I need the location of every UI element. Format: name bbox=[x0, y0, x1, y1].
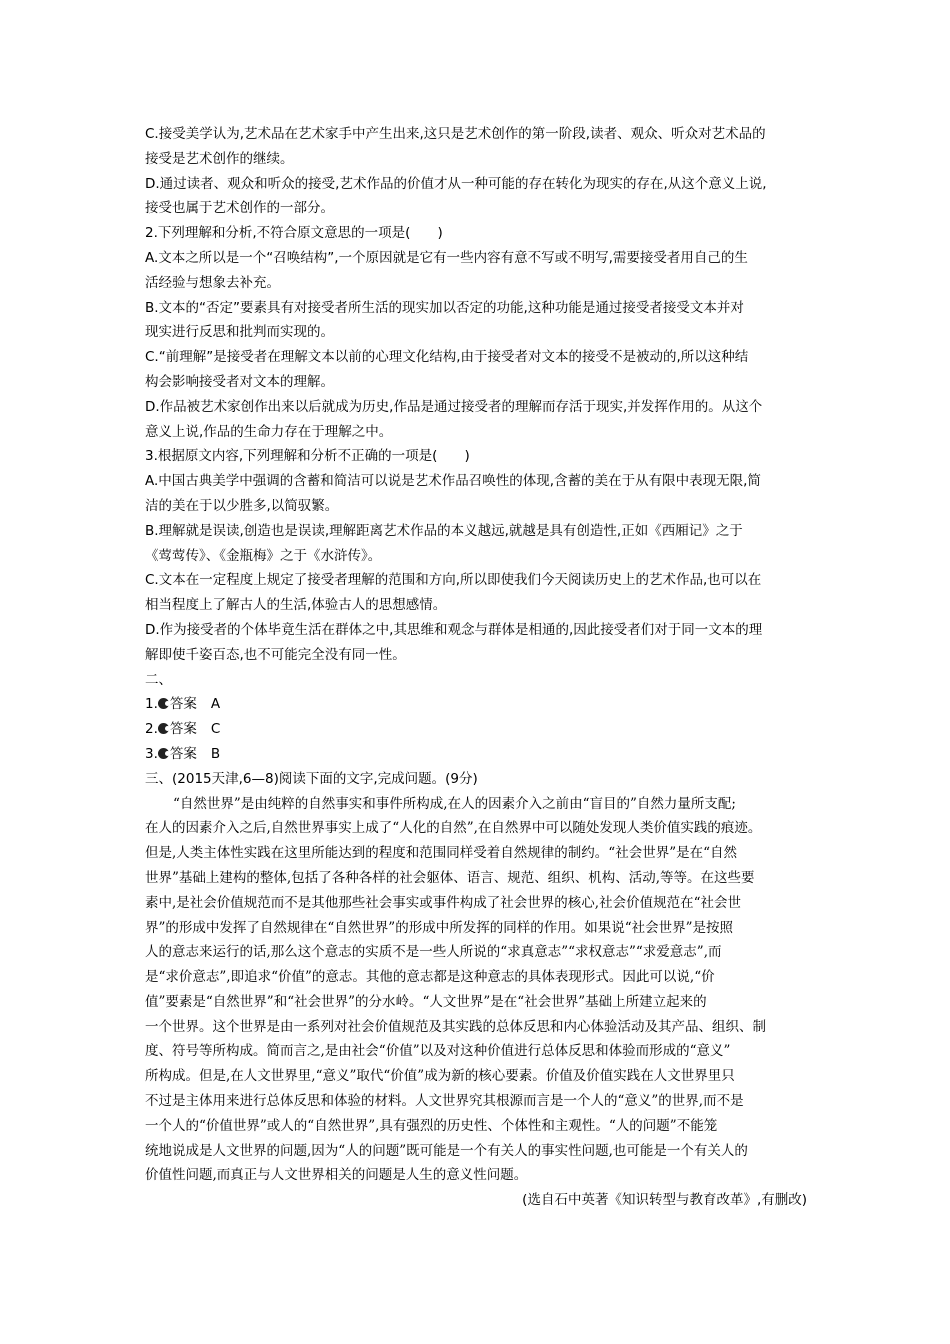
q1-option-d-line2: 接受也属于艺术创作的一部分。 bbox=[145, 200, 334, 217]
passage-line: 是“求价意志”,即追求“价值”的意志。其他的意志都是这种意志的具体表现形式。因此可以说,“价 bbox=[145, 969, 715, 986]
passage-source: (选自石中英著《知识转型与教育改革》,有删改) bbox=[522, 1192, 807, 1209]
answer-marker-icon bbox=[158, 698, 169, 709]
answer-label: 答案 bbox=[169, 696, 197, 713]
q3-option-c-line1: C.文本在一定程度上规定了接受者理解的范围和方向,所以即使我们今天阅读历史上的艺术作品,也可以在 bbox=[145, 572, 762, 589]
answer-marker-icon bbox=[158, 723, 169, 734]
passage-line: 但是,人类主体性实践在这里所能达到的程度和范围同样受着自然规律的制约。“社会世界”是在“自然 bbox=[145, 845, 737, 862]
q1-option-c-line2: 接受是艺术创作的继续。 bbox=[145, 150, 294, 167]
q3-option-c-line2: 相当程度上了解古人的生活,体验古人的思想感情。 bbox=[145, 597, 447, 614]
answer-number: 2. bbox=[145, 721, 158, 738]
q2-stem: 2.下列理解和分析,不符合原文意思的一项是( ) bbox=[145, 225, 443, 242]
answer-1 bbox=[145, 692, 807, 717]
q3-option-a-line1: A.中国古典美学中强调的含蓄和简洁可以说是艺术作品召唤性的体现,含蓄的美在于从有限中表现无限,简 bbox=[145, 473, 761, 490]
passage-line: 界”的形成中发挥了自然规律在“自然世界”的形成中所发挥的同样的作用。如果说“社会世界”是按照 bbox=[145, 919, 734, 936]
passage-line: 值”要素是“自然世界”和“社会世界”的分水岭。“人文世界”是在“社会世界”基础上所建立起来的 bbox=[145, 993, 707, 1010]
passage-line: 世界”基础上建构的整体,包括了各种各样的社会躯体、语言、规范、组织、机构、活动,等等。在这些要 bbox=[145, 869, 755, 886]
passage-line: 度、符号等所构成。简而言之,是由社会“价值”以及对这种价值进行总体反思和体验而形成的“意义” bbox=[145, 1043, 731, 1060]
q1-option-c-line1: C.接受美学认为,艺术品在艺术家手中产生出来,这只是艺术创作的第一阶段,读者、观众、听众对艺术品的 bbox=[145, 126, 766, 142]
q2-option-c-line1: C.“前理解”是接受者在理解文本以前的心理文化结构,由于接受者对文本的接受不是被动的,所以这种结 bbox=[145, 349, 749, 366]
answer-2 bbox=[145, 717, 807, 742]
passage-line: 价值性问题,而真正与人文世界相关的问题是人生的意义性问题。 bbox=[145, 1167, 528, 1184]
q2-option-a-line1: A.文本之所以是一个“召唤结构”,一个原因就是它有一些内容有意不写或不明写,需要接受者用自己的生 bbox=[145, 249, 748, 266]
answer-number: 1. bbox=[145, 696, 158, 713]
section-2-label: 二、 bbox=[145, 671, 172, 688]
q3-option-b-line2: 《莺莺传》、《金瓶梅》之于《水浒传》。 bbox=[145, 547, 382, 564]
answer-number: 3. bbox=[145, 745, 158, 762]
q2-option-d-line1: D.作品被艺术家创作出来以后就成为历史,作品是通过接受者的理解而存活于现实,并发挥作用的。从这个 bbox=[145, 398, 763, 415]
q3-option-b-line1: B.理解就是误读,创造也是误读,理解距离艺术作品的本义越远,就越是具有创造性,正如《西厢记》之于 bbox=[145, 522, 743, 539]
q3-option-d-line1: D.作为接受者的个体毕竟生活在群体之中,其思维和观念与群体是相通的,因此接受者们对于同一文本的理 bbox=[145, 621, 763, 638]
document-content bbox=[145, 122, 807, 1213]
q3-option-d-line2: 解即使千姿百态,也不可能完全没有同一性。 bbox=[145, 646, 406, 663]
passage-line: 不过是主体用来进行总体反思和体验的材料。人文世界究其根源而言是一个人的“意义”的世界,而不是 bbox=[145, 1093, 744, 1110]
passage-line: 一个世界。这个世界是由一系列对社会价值规范及其实践的总体反思和内心体验活动及其产品、组织、制 bbox=[145, 1018, 766, 1035]
q3-stem: 3.根据原文内容,下列理解和分析不正确的一项是( ) bbox=[145, 448, 470, 465]
section-3-heading: 三、(2015天津,6—8)阅读下面的文字,完成问题。(9分) bbox=[145, 770, 478, 787]
q2-option-b-line1: B.文本的“否定”要素具有对接受者所生活的现实加以否定的功能,这种功能是通过接受者接受文本并对 bbox=[145, 299, 744, 316]
reading-passage bbox=[145, 792, 807, 1189]
q3-option-a-line2: 洁的美在于以少胜多,以简驭繁。 bbox=[145, 497, 339, 514]
passage-line: 人的意志来运行的话,那么这个意志的实质不是一些人所说的“求真意志”“求权意志”“求爱意志”,而 bbox=[145, 944, 722, 961]
answer-letter: C bbox=[210, 721, 221, 738]
passage-line: 一个人的“价值世界”或人的“自然世界”,具有强烈的历史性、个体性和主观性。“人的问题”不能笼 bbox=[145, 1117, 718, 1134]
passage-line: 在人的因素介入之后,自然世界事实上成了“人化的自然”,在自然界中可以随处发现人类价值实践的痕迹。 bbox=[145, 820, 762, 837]
q2-option-d-line2: 意义上说,作品的生命力存在于理解之中。 bbox=[145, 423, 393, 440]
answer-3 bbox=[145, 742, 807, 767]
passage-line: 所构成。但是,在人文世界里,“意义”取代“价值”成为新的核心要素。价值及价值实践在人文世界里只 bbox=[145, 1068, 735, 1085]
q2-option-a-line2: 活经验与想象去补充。 bbox=[145, 274, 280, 291]
passage-line: 统地说成是人文世界的问题,因为“人的问题”既可能是一个有关人的事实性问题,也可能是一个有关人的 bbox=[145, 1142, 748, 1159]
q2-option-c-line2: 构会影响接受者对文本的理解。 bbox=[145, 373, 334, 390]
passage-line: “自然世界”是由纯粹的自然事实和事件所构成,在人的因素介入之前由“盲目的”自然力量所支配; bbox=[173, 795, 736, 812]
passage-line: 素中,是社会价值规范而不是其他那些社会事实或事件构成了社会世界的核心,社会价值规范在“社会世 bbox=[145, 894, 741, 911]
q2-option-b-line2: 现实进行反思和批判而实现的。 bbox=[145, 324, 334, 341]
answer-label: 答案 bbox=[169, 745, 197, 762]
q1-option-d-line1: D.通过读者、观众和听众的接受,艺术作品的价值才从一种可能的存在转化为现实的存在,从这个意义上说, bbox=[145, 175, 767, 192]
answer-marker-icon bbox=[158, 748, 169, 759]
answer-letter: B bbox=[210, 745, 221, 762]
answer-letter: A bbox=[210, 696, 221, 713]
answer-label: 答案 bbox=[169, 721, 197, 738]
